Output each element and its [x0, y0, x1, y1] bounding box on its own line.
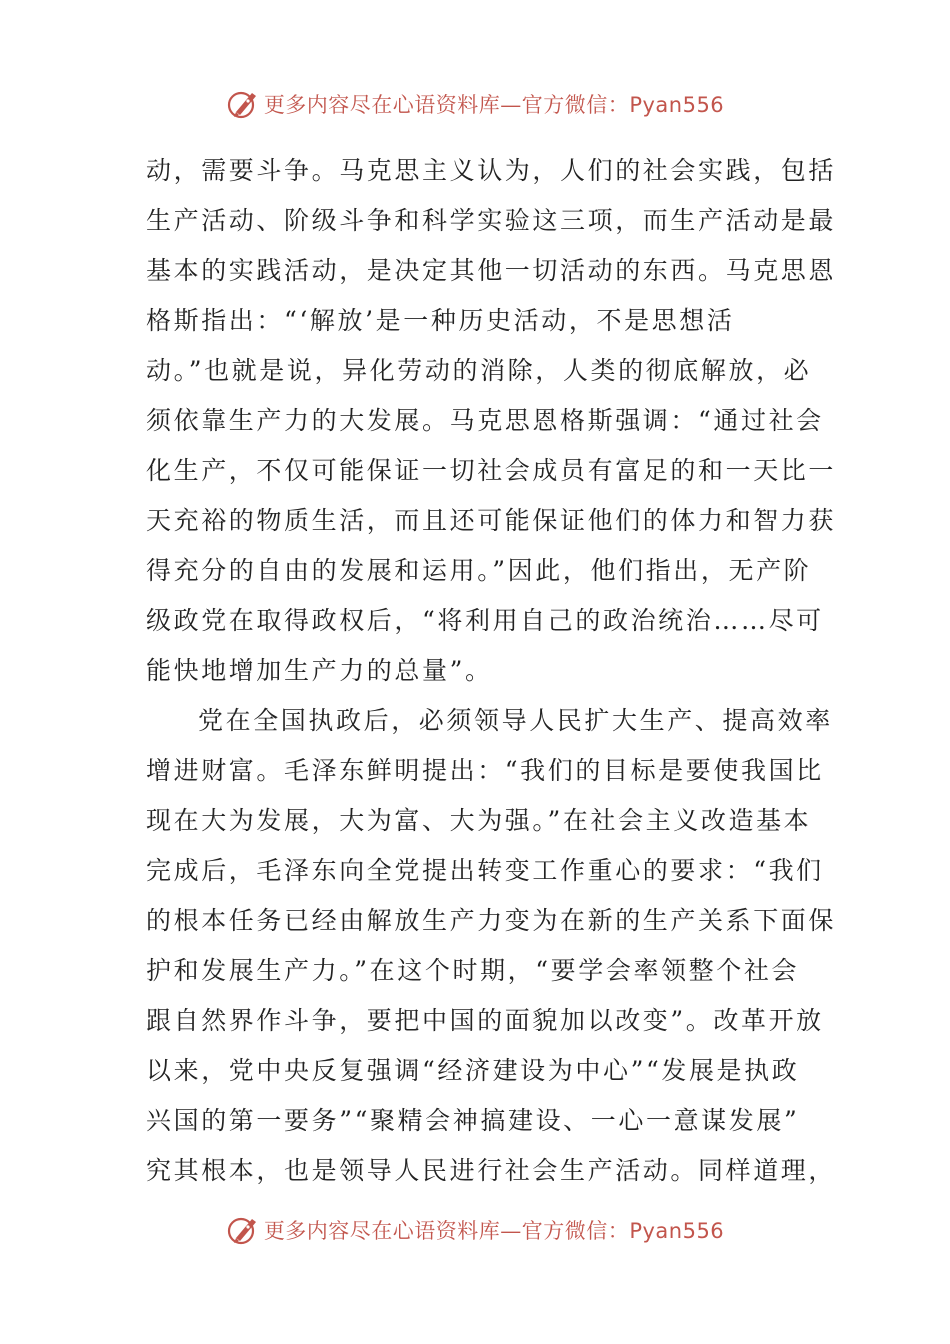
text-line: 跟自然界作斗争，要把中国的面貌加以改变”。改革开放: [146, 1006, 824, 1035]
text-line: 生产活动、阶级斗争和科学实验这三项，而生产活动是最: [146, 206, 837, 235]
text-line: 得充分的自由的发展和运用。”因此，他们指出，无产阶: [146, 556, 812, 585]
pen-nib-logo-icon: [226, 1213, 260, 1247]
text-line: 化生产，不仅可能保证一切社会成员有富足的和一天比一: [146, 456, 837, 485]
banner-text: [264, 1215, 724, 1245]
text-line: 究其根本，也是领导人民进行社会生产活动。同样道理，: [146, 1156, 837, 1185]
document-body: [146, 146, 837, 1196]
text-line: 兴国的第一要务”“聚精会神搞建设、一心一意谋发展”: [146, 1106, 800, 1135]
text-line: 动。”也就是说，异化劳动的消除，人类的彻底解放，必: [146, 356, 812, 385]
text-line: 现在大为发展，大为富、大为强。”在社会主义改造基本: [146, 806, 812, 835]
text-line: 的根本任务已经由解放生产力变为在新的生产关系下面保: [146, 906, 837, 935]
banner-label: 更多内容尽在心语资料库—官方微信：: [263, 1219, 630, 1243]
text-line: 级政党在取得政权后，“将利用自己的政治统治……尽可: [146, 606, 824, 635]
text-line: 基本的实践活动，是决定其他一切活动的东西。马克思恩: [146, 256, 837, 285]
text-line: 天充裕的物质生活，而且还可能保证他们的体力和智力获: [146, 506, 837, 535]
text-line: 完成后，毛泽东向全党提出转变工作重心的要求：“我们: [146, 856, 824, 885]
text-line: 格斯指出：“‘解放’是一种历史活动，不是思想活: [146, 306, 735, 335]
text-line: 能快地增加生产力的总量”。: [146, 656, 493, 685]
text-line: 护和发展生产力。”在这个时期，“要学会率领整个社会: [146, 956, 800, 985]
banner-text: [264, 89, 724, 119]
banner-label: 更多内容尽在心语资料库—官方微信：: [263, 93, 630, 117]
pen-nib-logo-icon: [226, 87, 260, 121]
text-line: 增进财富。毛泽东鲜明提出：“我们的目标是要使我国比: [146, 756, 824, 785]
header-banner: [0, 84, 950, 124]
footer-banner: [0, 1210, 950, 1250]
text-line: 动，需要斗争。马克思主义认为，人们的社会实践，包括: [146, 156, 837, 185]
banner-wechat-id: Pyan556: [629, 93, 725, 117]
text-line: 须依靠生产力的大发展。马克思恩格斯强调：“通过社会: [146, 406, 824, 435]
text-line: 党在全国执政后，必须领导人民扩大生产、提高效率: [198, 706, 833, 735]
text-line: 以来，党中央反复强调“经济建设为中心”“发展是执政: [146, 1056, 800, 1085]
banner-wechat-id: Pyan556: [629, 1219, 725, 1243]
